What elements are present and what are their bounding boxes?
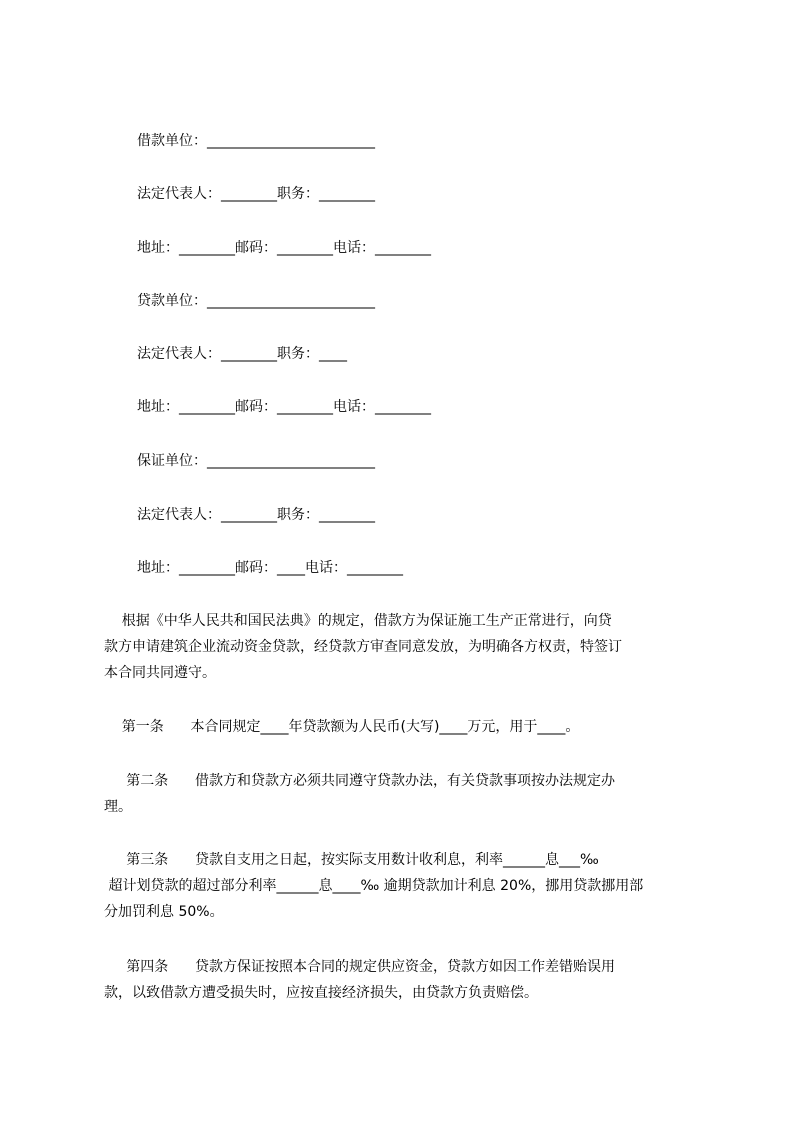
preamble-line: 本合同共同遵守。 [104,665,216,681]
article-line: 第二条 借款方和贷款方必须共同遵守贷款办法，有关贷款事项按办法规定办 [104,773,615,789]
preamble-line: 款方申请建筑企业流动资金贷款，经贷款方审查同意发放，为明确各方权责，特签订 [104,639,622,655]
article-line: 款，以致借款方遭受损失时，应按直接经济损失，由贷款方负责赔偿。 [104,985,538,1001]
lender-unit-line: 贷款单位：________________________ [137,293,375,309]
article-line: 超计划贷款的超过部分利率______息____‰ 逾期贷款加计利息 20%，挪用贷款挪用部 [104,878,644,894]
guarantor-address-line: 地址：________邮码：____电话：________ [137,560,403,576]
article-line: 第一条 本合同规定____年贷款额为人民币(大写)____万元，用于____。 [104,719,580,735]
article-4-paragraph [104,954,704,1006]
guarantor-representative-line: 法定代表人：________职务：________ [137,507,375,523]
lender-representative-line: 法定代表人：________职务：____ [137,346,347,362]
article-1-paragraph [104,714,704,740]
article-line: 分加罚利息 50%。 [104,904,224,920]
article-line: 第四条 贷款方保证按照本合同的规定供应资金，贷款方如因工作差错贻误用 [104,959,615,975]
borrower-unit-line: 借款单位：________________________ [137,133,375,149]
article-3-paragraph [104,847,704,925]
article-line: 第三条 贷款自支用之日起，按实际支用数计收利息，利率______息___‰ [104,852,599,868]
borrower-address-line: 地址：________邮码：________电话：________ [137,240,431,256]
article-line: 理。 [104,799,132,815]
preamble-paragraph [104,608,704,686]
borrower-representative-line: 法定代表人：________职务：________ [137,186,375,202]
guarantor-unit-line: 保证单位：________________________ [137,453,375,469]
article-2-paragraph [104,768,704,820]
preamble-line: 根据《中华人民共和国民法典》的规定，借款方为保证施工生产正常进行，向贷 [104,613,612,629]
lender-address-line: 地址：________邮码：________电话：________ [137,399,431,415]
